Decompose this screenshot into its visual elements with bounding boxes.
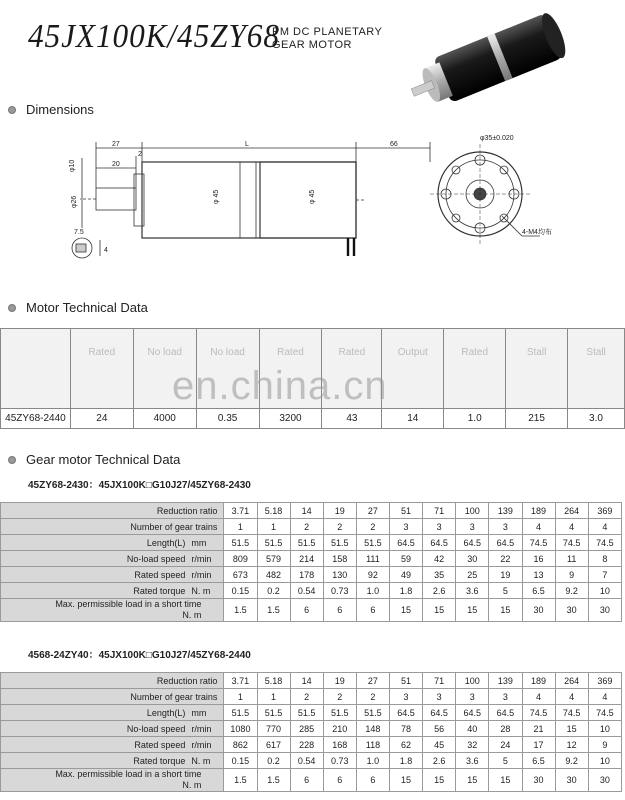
dimension-drawing — [60, 128, 600, 278]
gear-cell: 4 — [522, 689, 555, 705]
gear-cell: 16 — [522, 551, 555, 567]
gear-cell: 210 — [323, 721, 356, 737]
gear-cell: 21 — [522, 721, 555, 737]
gear-cell: 64.5 — [423, 705, 456, 721]
gear-cell: 74.5 — [588, 705, 621, 721]
gear-cell: 168 — [323, 737, 356, 753]
motor-header-cell: Output — [382, 329, 444, 409]
gear-cell: 19 — [489, 567, 522, 583]
gear-cell: 74.5 — [588, 535, 621, 551]
dim-27: 27 — [112, 141, 120, 148]
bullet-icon — [8, 106, 16, 114]
gear-row-unit: r/min — [191, 569, 212, 580]
gear-row-unit: mm — [191, 707, 207, 718]
motor-header-cell: Rated — [322, 329, 382, 409]
gear-cell: 15 — [489, 769, 522, 792]
gear-cell: 62 — [390, 737, 423, 753]
gear-cell: 264 — [555, 503, 588, 519]
motor-header-cell: No load — [196, 329, 259, 409]
gear-cell: 1.5 — [257, 599, 290, 622]
gear-row-label — [1, 567, 224, 583]
gear-cell: 30 — [588, 599, 621, 622]
motor-cell: 3.0 — [568, 409, 625, 429]
gear-cell: 64.5 — [456, 705, 489, 721]
gear-cell: 0.73 — [323, 583, 356, 599]
gear-cell: 1 — [224, 519, 257, 535]
gear-cell: 770 — [257, 721, 290, 737]
gear-row-label — [1, 503, 224, 519]
gear-cell: 178 — [290, 567, 323, 583]
gear-cell: 10 — [588, 753, 621, 769]
gear-cell: 3.71 — [224, 503, 257, 519]
motor-header-cell: Rated — [259, 329, 322, 409]
gear-cell: 10 — [588, 721, 621, 737]
gear-cell: 111 — [356, 551, 389, 567]
gear-cell: 2 — [356, 689, 389, 705]
gear-cell: 24 — [489, 737, 522, 753]
gear-row-label-text: Max. permissible load in a short time — [55, 599, 202, 609]
gear-cell: 0.54 — [290, 583, 323, 599]
gear-cell: 51.5 — [323, 705, 356, 721]
gear-cell: 9 — [555, 567, 588, 583]
gear-cell: 673 — [224, 567, 257, 583]
gear-row-unit: N. m — [191, 755, 211, 766]
gear-cell: 4 — [555, 689, 588, 705]
gear-cell: 0.15 — [224, 753, 257, 769]
gear-row-label — [1, 519, 224, 535]
gear-cell: 6 — [323, 769, 356, 792]
gear-cell: 2 — [356, 519, 389, 535]
gear-cell: 59 — [390, 551, 423, 567]
gear-row-label-text: Reduction ratio — [156, 505, 218, 516]
gear-cell: 3 — [423, 519, 456, 535]
gear-cell: 4 — [555, 519, 588, 535]
gear-cell: 6 — [356, 599, 389, 622]
gear-cell: 15 — [489, 599, 522, 622]
gear-cell: 51 — [390, 503, 423, 519]
gear-table-row — [1, 583, 622, 599]
gear-cell: 1.5 — [224, 769, 257, 792]
gear-row-label — [1, 721, 224, 737]
dim-phi10: φ10 — [69, 159, 76, 172]
gear-row-unit: N. m — [182, 610, 202, 620]
gear-cell: 369 — [588, 503, 621, 519]
gear-cell: 11 — [555, 551, 588, 567]
gear-cell: 92 — [356, 567, 389, 583]
gear-table-row — [1, 599, 622, 622]
gear-cell: 9.2 — [555, 753, 588, 769]
gear-cell: 2 — [290, 519, 323, 535]
gear-row-label — [1, 551, 224, 567]
watermark: en.china.cn — [172, 364, 388, 408]
dim-phi35: φ35±0.020 — [480, 135, 514, 142]
gear-cell: 1.0 — [356, 583, 389, 599]
motor-cell: 14 — [382, 409, 444, 429]
motor-cell: 4000 — [133, 409, 196, 429]
gear-cell: 139 — [489, 503, 522, 519]
gear-model-line-2: 4568-24ZY40：45JX100K□G10J27/45ZY68-2440 — [28, 650, 251, 661]
motor-header-cell: Stall — [506, 329, 568, 409]
gear-table-row — [1, 673, 622, 689]
gear-cell: 148 — [356, 721, 389, 737]
gear-cell: 1 — [224, 689, 257, 705]
gear-cell: 6.5 — [522, 583, 555, 599]
gear-cell: 4 — [588, 689, 621, 705]
dim-phi26: φ26 — [71, 195, 78, 208]
gear-row-unit: N. m — [182, 780, 202, 790]
gear-cell: 0.15 — [224, 583, 257, 599]
gear-tech-heading — [8, 452, 180, 467]
gear-cell: 74.5 — [555, 535, 588, 551]
gear-cell: 49 — [390, 567, 423, 583]
gear-row-label-text: Rated torque — [133, 755, 186, 766]
dimensions-heading — [8, 102, 94, 117]
gear-cell: 6 — [290, 769, 323, 792]
motor-cell: 3200 — [259, 409, 322, 429]
subtitle-line-1: PM DC PLANETARY — [272, 26, 383, 38]
gear-cell: 6 — [323, 599, 356, 622]
gear-row-label — [1, 737, 224, 753]
gear-cell: 482 — [257, 567, 290, 583]
gear-cell: 0.2 — [257, 583, 290, 599]
gear-cell: 51 — [390, 673, 423, 689]
gear-cell: 5 — [489, 583, 522, 599]
gear-cell: 13 — [522, 567, 555, 583]
gear-cell: 15 — [555, 721, 588, 737]
gear-cell: 809 — [224, 551, 257, 567]
motor-header-cell: No load — [133, 329, 196, 409]
gear-row-label-text: Number of gear trains — [130, 521, 218, 532]
gear-cell: 30 — [522, 769, 555, 792]
gear-cell: 8 — [588, 551, 621, 567]
gear-cell: 3 — [456, 519, 489, 535]
gear-cell: 17 — [522, 737, 555, 753]
gear-cell: 2 — [290, 689, 323, 705]
bullet-icon — [8, 304, 16, 312]
gear-cell: 74.5 — [522, 705, 555, 721]
dim-phi45-a: φ 45 — [213, 189, 220, 204]
gear-cell: 6 — [356, 769, 389, 792]
gear-table-row — [1, 753, 622, 769]
gear-table-row — [1, 567, 622, 583]
gear-cell: 51.5 — [356, 705, 389, 721]
gear-cell: 0.73 — [323, 753, 356, 769]
gear-cell: 30 — [456, 551, 489, 567]
motor-cell: 24 — [70, 409, 133, 429]
gear-cell: 15 — [390, 599, 423, 622]
gear-cell: 51.5 — [356, 535, 389, 551]
gear-cell: 0.54 — [290, 753, 323, 769]
gear-row-label-text: Max. permissible load in a short time — [55, 769, 202, 779]
gear-cell: 1.5 — [224, 599, 257, 622]
gear-cell: 30 — [588, 769, 621, 792]
gear-model-line-1: 45ZY68-2430：45JX100K□G10J27/45ZY68-2430 — [28, 480, 251, 491]
gear-table-row — [1, 705, 622, 721]
gear-cell: 3 — [489, 689, 522, 705]
gear-row-label-text: Rated speed — [134, 739, 186, 750]
gear-cell: 7 — [588, 567, 621, 583]
gear-row-label — [1, 769, 224, 792]
motor-header-cell: Rated — [70, 329, 133, 409]
gear-row-label — [1, 689, 224, 705]
gear-cell: 862 — [224, 737, 257, 753]
gear-table-row — [1, 519, 622, 535]
gear-cell: 45 — [423, 737, 456, 753]
gear-cell: 118 — [356, 737, 389, 753]
gear-cell: 0.2 — [257, 753, 290, 769]
gear-cell: 100 — [456, 673, 489, 689]
gear-cell: 27 — [356, 673, 389, 689]
gear-cell: 4 — [522, 519, 555, 535]
gear-cell: 3.6 — [456, 583, 489, 599]
motor-cell: 45ZY68-2440 — [1, 409, 71, 429]
gear-cell: 9.2 — [555, 583, 588, 599]
subtitle — [272, 26, 382, 52]
gear-cell: 100 — [456, 503, 489, 519]
gear-row-label-text: Number of gear trains — [130, 691, 218, 702]
gear-cell: 2 — [323, 519, 356, 535]
gear-cell: 10 — [588, 583, 621, 599]
gear-cell: 64.5 — [390, 535, 423, 551]
motor-cell: 0.35 — [196, 409, 259, 429]
gear-cell: 3 — [390, 519, 423, 535]
gear-cell: 189 — [522, 673, 555, 689]
gear-cell: 51.5 — [323, 535, 356, 551]
gear-cell: 64.5 — [390, 705, 423, 721]
gear-cell: 3 — [423, 689, 456, 705]
gear-cell: 40 — [456, 721, 489, 737]
gear-cell: 6.5 — [522, 753, 555, 769]
gear-cell: 9 — [588, 737, 621, 753]
motor-cell: 215 — [506, 409, 568, 429]
gear-cell: 228 — [290, 737, 323, 753]
gear-cell: 3 — [390, 689, 423, 705]
gear-cell: 30 — [555, 599, 588, 622]
dim-4m: 4-M4均布 — [522, 229, 552, 236]
gear-cell: 617 — [257, 737, 290, 753]
gear-cell: 189 — [522, 503, 555, 519]
bullet-icon — [8, 456, 16, 464]
dim-L: L — [245, 141, 249, 148]
gear-cell: 15 — [456, 599, 489, 622]
gear-cell: 264 — [555, 673, 588, 689]
gear-cell: 71 — [423, 503, 456, 519]
gear-table-row — [1, 551, 622, 567]
gear-row-label-text: Rated torque — [133, 585, 186, 596]
gear-cell: 15 — [423, 769, 456, 792]
gear-cell: 158 — [323, 551, 356, 567]
gear-cell: 30 — [555, 769, 588, 792]
gear-cell: 139 — [489, 673, 522, 689]
gear-table-1 — [0, 502, 622, 622]
gear-cell: 214 — [290, 551, 323, 567]
gear-cell: 5 — [489, 753, 522, 769]
gear-cell: 42 — [423, 551, 456, 567]
gear-table-row — [1, 503, 622, 519]
gear-cell: 1 — [257, 519, 290, 535]
gear-row-unit: r/min — [191, 739, 212, 750]
gear-table-row — [1, 737, 622, 753]
gear-cell: 22 — [489, 551, 522, 567]
gear-cell: 56 — [423, 721, 456, 737]
gear-cell: 130 — [323, 567, 356, 583]
model-title: 45JX100K/45ZY68 — [28, 18, 280, 55]
gear-cell: 14 — [290, 503, 323, 519]
gear-cell: 4 — [588, 519, 621, 535]
gear-cell: 369 — [588, 673, 621, 689]
gear-table-2 — [0, 672, 622, 792]
gear-cell: 3 — [456, 689, 489, 705]
gear-cell: 15 — [423, 599, 456, 622]
gear-cell: 19 — [323, 503, 356, 519]
dim-2: 2 — [138, 151, 142, 158]
gear-cell: 64.5 — [489, 705, 522, 721]
gear-row-label — [1, 753, 224, 769]
motor-photo — [398, 0, 578, 120]
dim-4: 4 — [104, 247, 108, 254]
gear-cell: 74.5 — [555, 705, 588, 721]
gear-row-unit: mm — [191, 537, 207, 548]
motor-header-cell — [1, 329, 71, 409]
gear-cell: 19 — [323, 673, 356, 689]
gear-tech-heading-text: Gear motor Technical Data — [26, 452, 181, 467]
dim-phi45-b: φ 45 — [309, 189, 316, 204]
gear-cell: 28 — [489, 721, 522, 737]
motor-tech-data-row — [1, 409, 625, 429]
dim-66: 66 — [390, 141, 398, 148]
motor-header-cell: Rated — [444, 329, 506, 409]
gear-row-label-text: Rated speed — [134, 569, 186, 580]
gear-cell: 30 — [522, 599, 555, 622]
gear-cell: 35 — [423, 567, 456, 583]
gear-cell: 579 — [257, 551, 290, 567]
gear-cell: 1.8 — [390, 583, 423, 599]
gear-cell: 51.5 — [290, 705, 323, 721]
motor-header-cell: Stall — [568, 329, 625, 409]
gear-cell: 285 — [290, 721, 323, 737]
gear-cell: 64.5 — [456, 535, 489, 551]
dim-20: 20 — [112, 161, 120, 168]
subtitle-line-2: GEAR MOTOR — [272, 39, 352, 51]
motor-tech-heading — [8, 300, 148, 315]
gear-cell: 1080 — [224, 721, 257, 737]
gear-row-label — [1, 705, 224, 721]
gear-row-label — [1, 599, 224, 622]
gear-row-unit: r/min — [191, 723, 212, 734]
gear-cell: 5.18 — [257, 503, 290, 519]
gear-cell: 1 — [257, 689, 290, 705]
gear-cell: 51.5 — [224, 535, 257, 551]
gear-cell: 15 — [390, 769, 423, 792]
gear-cell: 1.8 — [390, 753, 423, 769]
gear-table-row — [1, 535, 622, 551]
gear-row-unit: r/min — [191, 553, 212, 564]
gear-cell: 71 — [423, 673, 456, 689]
gear-table-row — [1, 689, 622, 705]
gear-cell: 74.5 — [522, 535, 555, 551]
gear-cell: 5.18 — [257, 673, 290, 689]
gear-cell: 2 — [323, 689, 356, 705]
gear-cell: 51.5 — [224, 705, 257, 721]
gear-cell: 25 — [456, 567, 489, 583]
dimensions-heading-text: Dimensions — [26, 102, 94, 117]
gear-cell: 3.71 — [224, 673, 257, 689]
gear-cell: 32 — [456, 737, 489, 753]
motor-tech-heading-text: Motor Technical Data — [26, 300, 148, 315]
gear-cell: 1.5 — [257, 769, 290, 792]
gear-cell: 2.6 — [423, 753, 456, 769]
gear-row-unit: N. m — [191, 585, 211, 596]
dim-7-5: 7.5 — [74, 229, 84, 236]
gear-row-label — [1, 535, 224, 551]
gear-table-row — [1, 721, 622, 737]
gear-row-label — [1, 583, 224, 599]
motor-cell: 1.0 — [444, 409, 506, 429]
gear-cell: 1.0 — [356, 753, 389, 769]
motor-cell: 43 — [322, 409, 382, 429]
gear-cell: 2.6 — [423, 583, 456, 599]
gear-cell: 12 — [555, 737, 588, 753]
gear-cell: 64.5 — [423, 535, 456, 551]
gear-cell: 51.5 — [257, 535, 290, 551]
gear-cell: 3.6 — [456, 753, 489, 769]
gear-cell: 51.5 — [257, 705, 290, 721]
gear-cell: 6 — [290, 599, 323, 622]
gear-row-label-text: No-load speed — [126, 723, 186, 734]
gear-row-label — [1, 673, 224, 689]
gear-table-row — [1, 769, 622, 792]
gear-cell: 78 — [390, 721, 423, 737]
gear-cell: 15 — [456, 769, 489, 792]
gear-row-label-text: No-load speed — [126, 553, 186, 564]
gear-cell: 3 — [489, 519, 522, 535]
gear-cell: 27 — [356, 503, 389, 519]
gear-cell: 64.5 — [489, 535, 522, 551]
gear-cell: 14 — [290, 673, 323, 689]
gear-row-label-text: Length(L) — [146, 707, 186, 718]
gear-row-label-text: Reduction ratio — [156, 675, 218, 686]
gear-row-label-text: Length(L) — [146, 537, 186, 548]
gear-cell: 51.5 — [290, 535, 323, 551]
